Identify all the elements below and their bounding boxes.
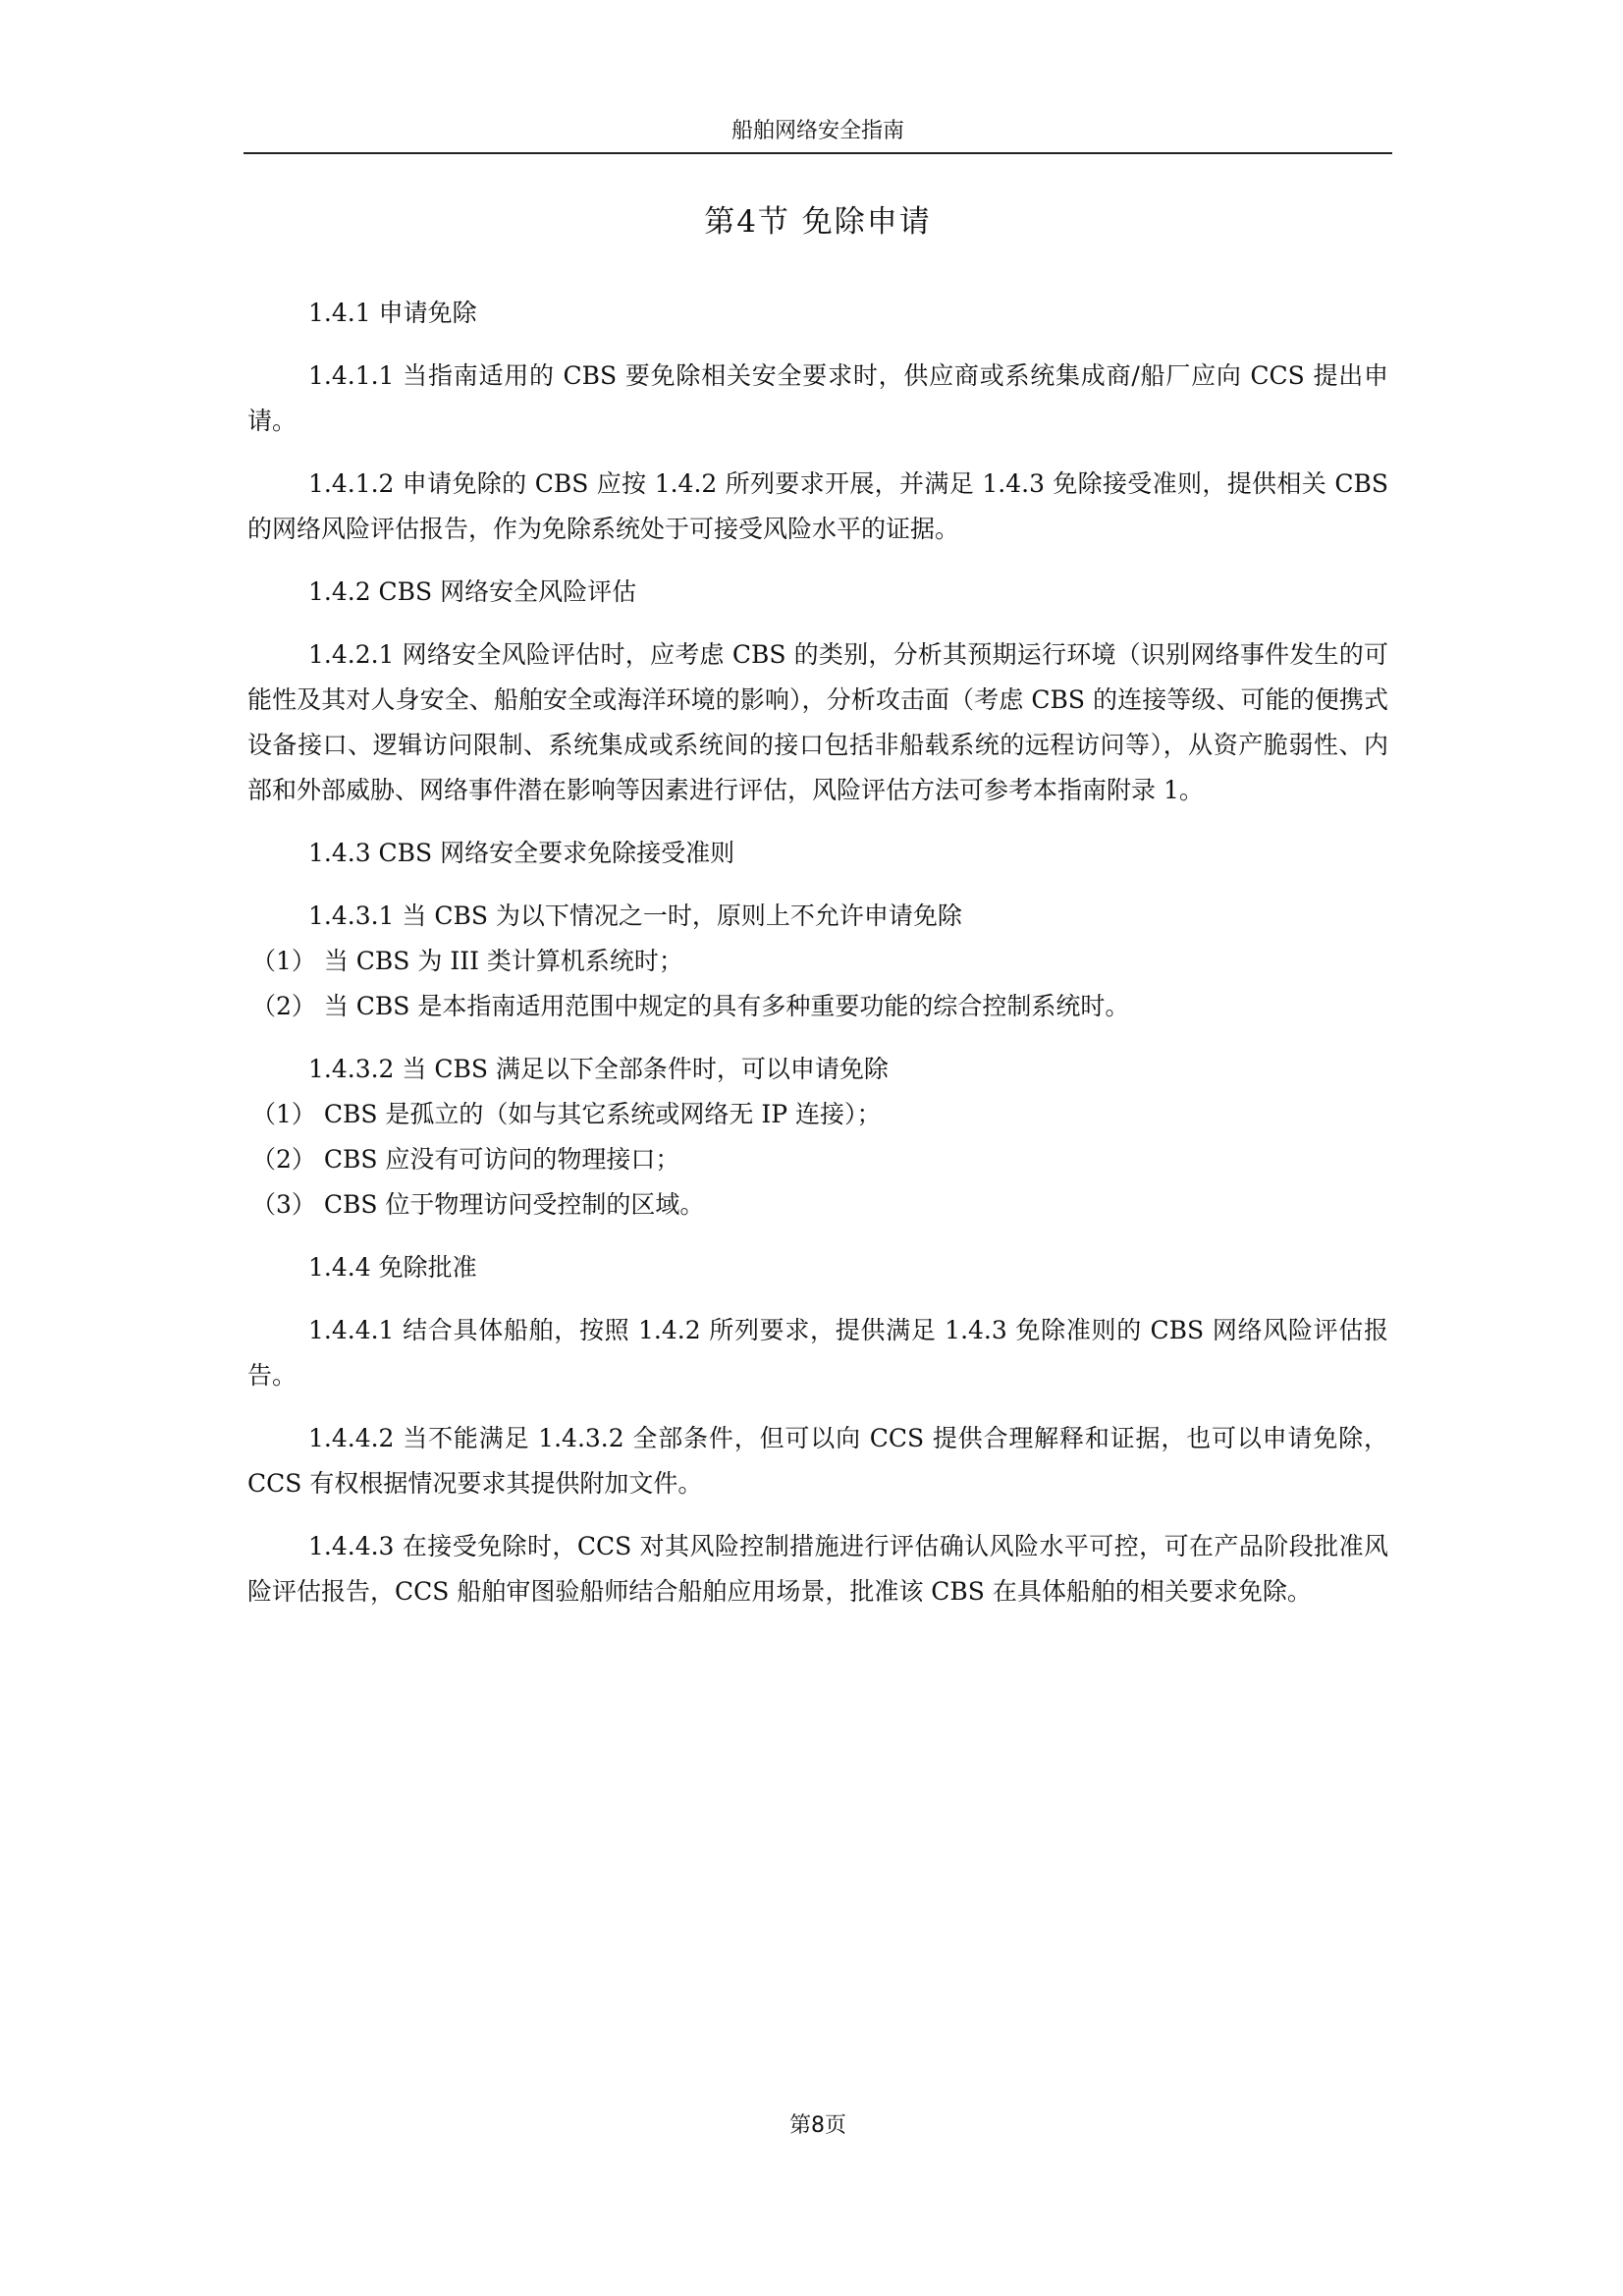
heading-1-4-2 bbox=[247, 570, 1388, 615]
heading-text: 免除批准 bbox=[378, 1253, 477, 1282]
paragraph-1-4-1-2: 1.4.1.2 申请免除的 CBS 应按 1.4.2 所列要求开展，并满足 1.4.3 免除接受准则，提供相关 CBS 的网络风险评估报告，作为免除系统处于可接受风险水平的证据。 bbox=[247, 469, 1388, 543]
heading-number: 1.4.4 bbox=[308, 1253, 371, 1282]
running-header: 船舶网络安全指南 bbox=[730, 119, 904, 143]
list-item: （1） 当 CBS 为 III 类计算机系统时； bbox=[251, 947, 683, 975]
heading-1-4-3 bbox=[247, 831, 1388, 876]
paragraph-1-4-3-2: 1.4.3.2 当 CBS 满足以下全部条件时，可以申请免除 bbox=[308, 1055, 889, 1083]
section-title: 第4节 免除申请 bbox=[704, 204, 932, 240]
heading-1-4-4 bbox=[247, 1245, 1388, 1290]
list-item: （3） CBS 位于物理访问受控制的区域。 bbox=[251, 1190, 705, 1219]
heading-number: 1.4.3 CBS bbox=[308, 839, 433, 867]
heading-text: 网络安全要求免除接受准则 bbox=[440, 839, 735, 867]
paragraph-1-4-3-1: 1.4.3.1 当 CBS 为以下情况之一时，原则上不允许申请免除 bbox=[308, 902, 962, 930]
heading-text: 申请免除 bbox=[378, 299, 477, 327]
main-content bbox=[247, 291, 1388, 1632]
paragraph-1-4-4-2: 1.4.4.2 当不能满足 1.4.3.2 全部条件，但可以向 CCS 提供合理解释和证据，也可以申请免除，CCS 有权根据情况要求其提供附加文件。 bbox=[247, 1424, 1388, 1498]
list-item: （1） CBS 是孤立的（如与其它系统或网络无 IP 连接）； bbox=[251, 1100, 882, 1128]
list-item: （2） CBS 应没有可访问的物理接口； bbox=[251, 1145, 680, 1174]
heading-number: 1.4.2 CBS bbox=[308, 577, 433, 606]
paragraph-1-4-1-1: 1.4.1.1 当指南适用的 CBS 要免除相关安全要求时，供应商或系统集成商/船厂应向 CCS 提出申请。 bbox=[247, 361, 1388, 435]
heading-1-4-1 bbox=[247, 291, 1388, 336]
heading-number: 1.4.1 bbox=[308, 299, 371, 327]
paragraph-1-4-4-3: 1.4.4.3 在接受免除时，CCS 对其风险控制措施进行评估确认风险水平可控，可在产品阶段批准风险评估报告，CCS 船舶审图验船师结合船舶应用场景，批准该 CBS 在具体船舶的相关要求免除。 bbox=[247, 1532, 1388, 1606]
paragraph-1-4-2-1: 1.4.2.1 网络安全风险评估时，应考虑 CBS 的类别，分析其预期运行环境（识别网络事件发生的可能性及其对人身安全、船舶安全或海洋环境的影响），分析攻击面（考虑 CBS 的连接等级、可能的便携式设备接口、逻辑访问限制、系统集成或系统间的接口包括非船载系统的远程访问等），从资产脆弱性、内部和外部威胁、网络事件潜在影响等因素进行评估，风险评估方法可参考本指南附录 1。 bbox=[247, 640, 1388, 804]
list-item: （2） 当 CBS 是本指南适用范围中规定的具有多种重要功能的综合控制系统时。 bbox=[251, 992, 1130, 1020]
header-rule bbox=[243, 152, 1392, 154]
page-number: 第8页 bbox=[789, 2113, 846, 2138]
heading-text: 网络安全风险评估 bbox=[440, 577, 637, 606]
paragraph-1-4-4-1: 1.4.4.1 结合具体船舶，按照 1.4.2 所列要求，提供满足 1.4.3 免除准则的 CBS 网络风险评估报告。 bbox=[247, 1316, 1388, 1390]
